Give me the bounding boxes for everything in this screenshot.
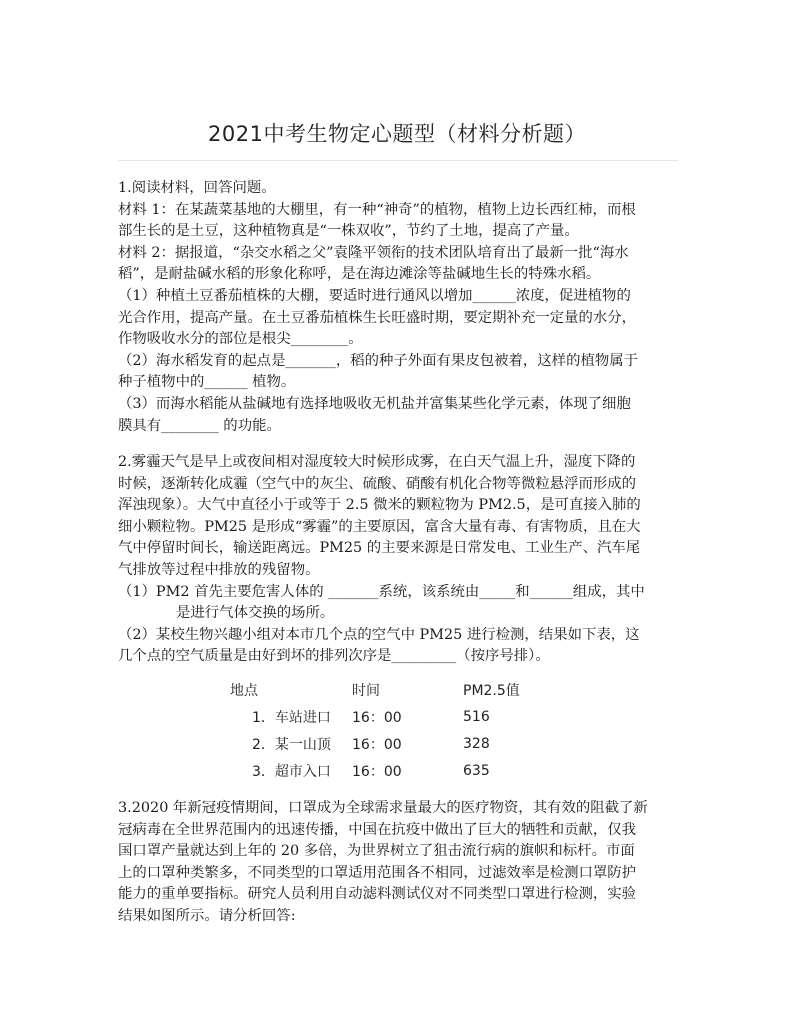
table-header-cell: 地点 [230,682,258,699]
q2-line: 气中停留时间长，输送距离远。PM25 的主要来源是日常发电、工业生产、汽车尾 [118,540,641,557]
question-1 [118,178,684,437]
q1-line: （1）种植土豆番茄植株的大棚，要适时进行通风以增加______浓度，促进植物的 [118,287,631,304]
question-3 [118,798,684,928]
q1-line: 部生长的是土豆，这种植物真是“一株双收”，节约了土地，提高了产量。 [118,223,579,240]
table-header-cell: PM2.5值 [463,682,520,699]
table-header-row [230,676,563,703]
table-cell: 635 [463,762,490,779]
q1-line: （3）而海水稻能从盐碱地有选择地吸收无机盐并富集某些化学元素，体现了细胞 [118,395,631,412]
table-header-cell: 时间 [352,682,380,699]
table-cell: 16：00 [352,709,402,726]
q3-line: 3.2020 年新冠疫情期间，口罩成为全球需求量最大的医疗物资，其有效的阻截了新 [118,800,648,816]
q3-line: 国口罩产量就达到上年的 20 多倍，为世界树立了狙击流行病的旗帜和标杆。市面 [118,843,635,860]
q2-line: （1）PM2 首先主要危害人体的 _______系统，该系统由_____和______组成，其中 [118,583,645,600]
table-cell: 2．某一山顶 [252,736,331,753]
table-row [230,703,563,730]
q3-line: 结果如图所示。请分析回答: [118,907,296,924]
q2-line: 2.雾霾天气是早上或夜间相对湿度较大时候形成雾，在白天气温上升，湿度下降的 [118,454,636,470]
q2-line: 几个点的空气质量是由好到坏的排列次序是_________（按序号排）。 [118,648,550,665]
table-row [230,757,563,784]
q2-line: 气排放等过程中排放的残留物。 [118,561,320,578]
title-divider [118,160,678,161]
question-2 [118,452,684,668]
pm25-table [230,676,563,784]
q3-line: 上的口罩种类繁多，不同类型的口罩适用范围各不相同，过滤效率是检测口罩防护 [118,864,637,881]
table-cell: 16：00 [352,736,402,753]
table-cell: 1．车站进口 [252,709,331,726]
q1-line: 作物吸收水分的部位是根尖________。 [118,331,363,348]
q1-line: 稻”，是耐盐碱水稻的形象化称呼，是在海边滩涂等盐碱地生长的特殊水稻。 [118,266,601,283]
q2-line: （2）某校生物兴趣小组对本市几个点的空气中 PM25 进行检测，结果如下表，这 [118,626,640,643]
table-row [230,730,563,757]
q2-line: 是进行气体交换的场所。 [176,605,335,622]
table-cell: 3．超市入口 [252,763,331,780]
q1-line: 种子植物中的______ 植物。 [118,374,296,391]
q1-line: 光合作用，提高产量。在土豆番茄植株生长旺盛时期，要定期补充一定量的水分， [118,309,637,326]
q1-line: （2）海水稻发育的起点是_______，稻的种子外面有果皮包被着，这样的植物属于 [118,352,639,369]
q1-line: 材料 1：在某蔬菜基地的大棚里，有一种“神奇”的植物，植物上边长西红柿，而根 [118,201,636,218]
q3-line: 能力的重单要指标。研究人员利用自动滤料测试仪对不同类型口罩进行检测，实验 [118,886,637,903]
q1-line: 1.阅读材料，回答问题。 [118,180,276,196]
q3-line: 冠病毒在全世界范围内的迅速传播，中国在抗疫中做出了巨大的牺牲和贡献，仅我 [118,821,637,838]
q2-line: 浑浊现象）。大气中直径小于或等于 2.5 微米的颗粒物为 PM2.5，是可直接入肺的 [118,497,641,514]
q1-line: 膜具有________ 的功能。 [118,417,281,434]
q2-line: 细小颗粒物。PM25 是形成“雾霾”的主要原因，富含大量有毒、有害物质，且在大 [118,518,641,535]
table-cell: 16：00 [352,763,402,780]
table-cell: 516 [463,708,490,725]
page-title: 2021中考生物定心题型（材料分析题） [208,122,586,146]
q2-line: 时候，逐渐转化成霾（空气中的灰尘、硫酸、硝酸有机化合物等微粒悬浮而形成的 [118,475,637,492]
q1-line: 材料 2：据报道，“杂交水稻之父”袁隆平领衔的技术团队培育出了最新一批“海水 [118,244,629,261]
table-cell: 328 [463,735,490,752]
